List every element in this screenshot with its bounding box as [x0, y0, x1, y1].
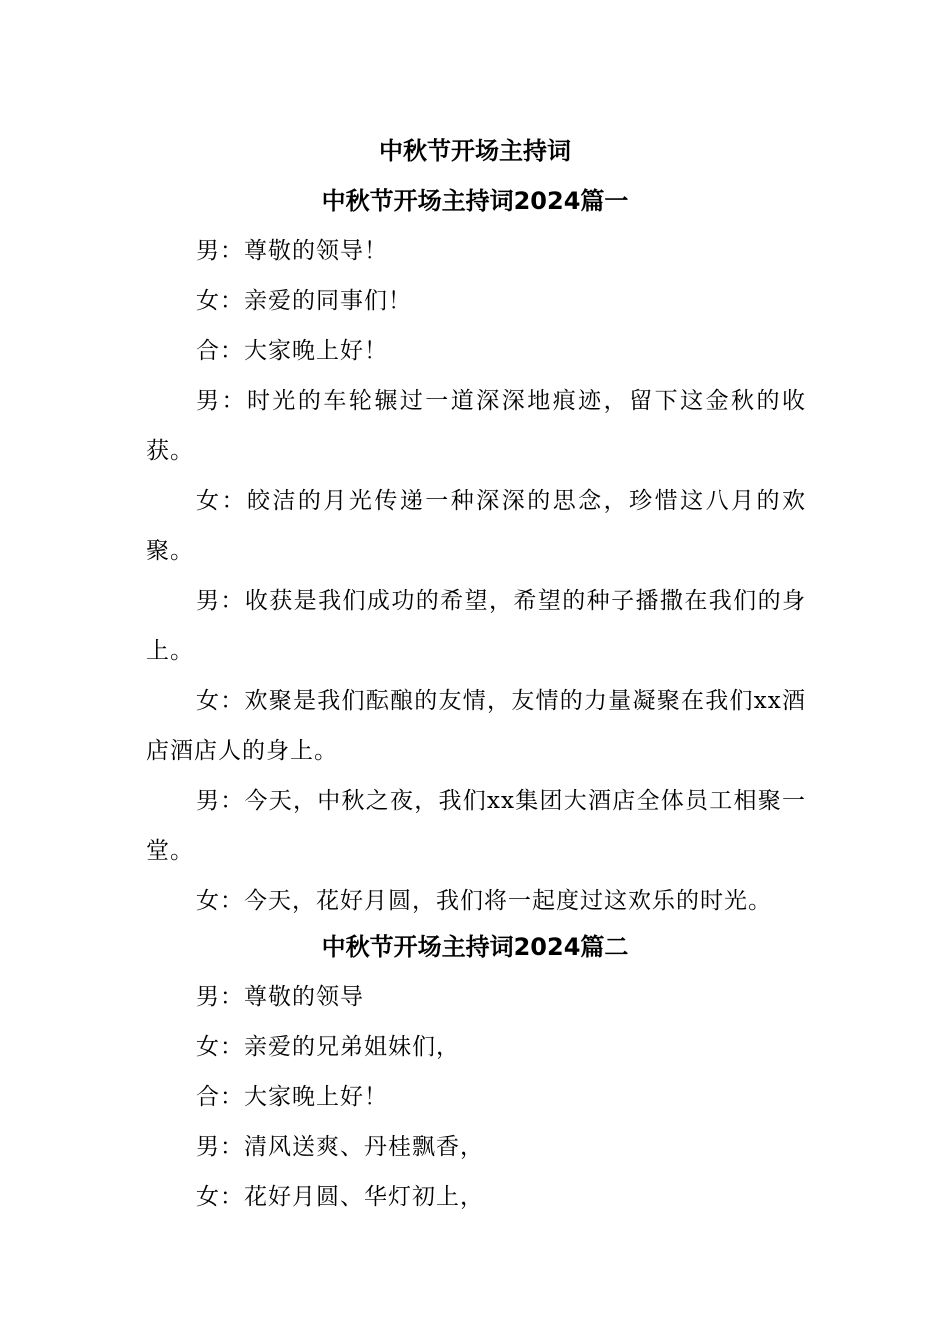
- paragraph: 女：亲爱的同事们！: [196, 288, 412, 314]
- paragraph: 男：今天，中秋之夜，我们xx集团大酒店全体员工相聚一堂。: [146, 788, 806, 864]
- paragraph: 男：时光的车轮辗过一道深深地痕迹，留下这金秋的收获。: [146, 388, 806, 464]
- section-heading-1: 中秋节开场主持词2024篇一: [321, 187, 629, 215]
- paragraph: 合：大家晚上好！: [196, 338, 388, 364]
- section-heading-2: 中秋节开场主持词2024篇二: [321, 933, 629, 961]
- paragraph: 女：今天，花好月圆，我们将一起度过这欢乐的时光。: [196, 888, 772, 914]
- paragraph: 男：清风送爽、丹桂飘香，: [196, 1134, 484, 1160]
- paragraph: 女：花好月圆、华灯初上，: [196, 1184, 484, 1210]
- paragraph: 男：收获是我们成功的希望，希望的种子播撒在我们的身上。: [146, 588, 806, 664]
- paragraph: 男：尊敬的领导！: [196, 238, 388, 264]
- document-title: 中秋节开场主持词: [379, 137, 571, 165]
- paragraph: 女：皎洁的月光传递一种深深的思念，珍惜这八月的欢聚。: [146, 488, 806, 564]
- paragraph: 合：大家晚上好！: [196, 1084, 388, 1110]
- paragraph: 女：亲爱的兄弟姐妹们，: [196, 1034, 460, 1060]
- paragraph: 男：尊敬的领导: [196, 984, 364, 1010]
- paragraph: 女：欢聚是我们酝酿的友情，友情的力量凝聚在我们xx酒店酒店人的身上。: [146, 688, 806, 764]
